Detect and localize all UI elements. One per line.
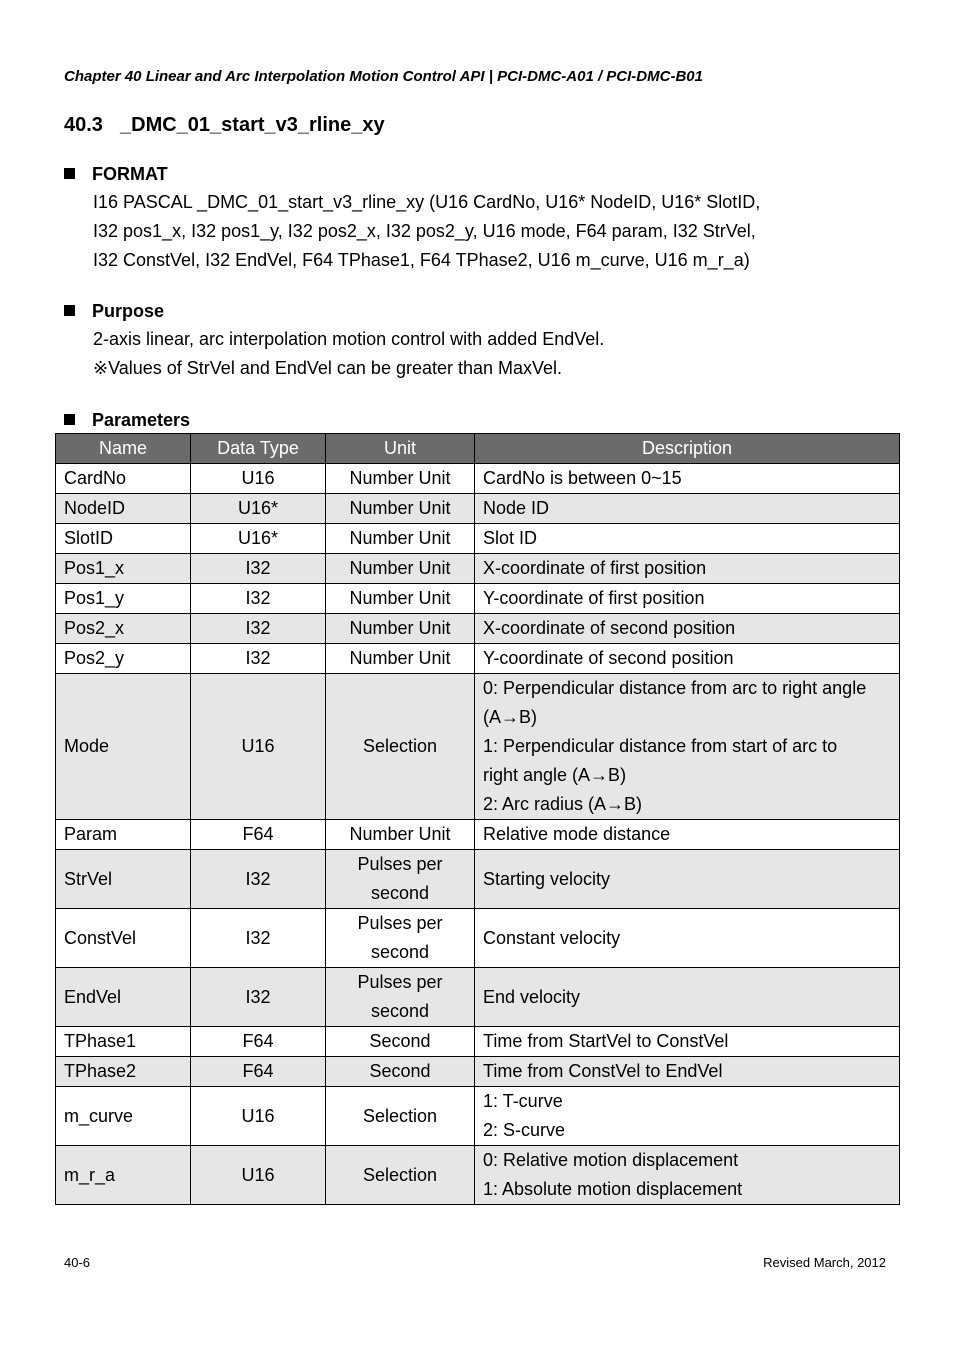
param-data-type: F64	[191, 820, 326, 850]
table-row	[56, 494, 900, 524]
param-name: Mode	[56, 674, 191, 820]
param-data-type: U16	[191, 674, 326, 820]
param-description	[475, 909, 900, 968]
param-description	[475, 1057, 900, 1087]
param-name: StrVel	[56, 850, 191, 909]
description-line: 1: Absolute motion displacement	[483, 1179, 743, 1199]
parameters-section	[64, 406, 190, 434]
parameters-table	[55, 433, 900, 1205]
param-data-type: I32	[191, 584, 326, 614]
param-data-type: U16	[191, 1087, 326, 1146]
column-header-data-type: Data Type	[191, 434, 326, 464]
param-name: Pos2_y	[56, 644, 191, 674]
param-description	[475, 614, 900, 644]
param-unit: Pulses per second	[326, 968, 475, 1027]
table-row	[56, 909, 900, 968]
description-line: 2: S-curve	[483, 1120, 566, 1140]
table-row	[56, 584, 900, 614]
section-number: 40.3	[64, 114, 103, 136]
format-heading	[64, 160, 760, 188]
parameters-table-body	[56, 464, 900, 1205]
description-line: End velocity	[483, 986, 581, 1007]
param-name: TPhase2	[56, 1057, 191, 1087]
param-name: CardNo	[56, 464, 191, 494]
param-data-type: U16	[191, 1146, 326, 1205]
param-description	[475, 644, 900, 674]
table-row	[56, 1146, 900, 1205]
param-name: Pos1_x	[56, 554, 191, 584]
format-heading-text: FORMAT	[92, 164, 168, 184]
page-number: 40-6	[64, 1255, 91, 1270]
purpose-line: 2-axis linear, arc interpolation motion control with added EndVel.	[93, 329, 605, 349]
description-line: Y-coordinate of second position	[483, 648, 734, 668]
table-row	[56, 968, 900, 1027]
param-unit: Number Unit	[326, 644, 475, 674]
table-row	[56, 464, 900, 494]
param-unit: Number Unit	[326, 820, 475, 850]
table-row	[56, 850, 900, 909]
table-row	[56, 674, 900, 820]
param-name: Pos1_y	[56, 584, 191, 614]
param-description	[475, 494, 900, 524]
table-row	[56, 1087, 900, 1146]
square-bullet-icon	[64, 305, 75, 316]
description-line: right angle (A→B)	[483, 765, 627, 785]
param-description	[475, 850, 900, 909]
param-name: Pos2_x	[56, 614, 191, 644]
description-line: Constant velocity	[483, 927, 621, 948]
purpose-section	[64, 297, 604, 383]
param-unit: Selection	[326, 1146, 475, 1205]
chapter-header: Chapter 40 Linear and Arc Interpolation Motion Control API | PCI-DMC-A01 / PCI-DMC-B01	[64, 68, 703, 85]
param-description	[475, 1027, 900, 1057]
param-unit: Number Unit	[326, 464, 475, 494]
param-data-type: I32	[191, 644, 326, 674]
param-name: TPhase1	[56, 1027, 191, 1057]
param-name: NodeID	[56, 494, 191, 524]
format-line: I32 ConstVel, I32 EndVel, F64 TPhase1, F64 TPhase2, U16 m_curve, U16 m_r_a)	[93, 250, 750, 270]
param-unit: Selection	[326, 674, 475, 820]
description-line: CardNo is between 0~15	[483, 468, 682, 488]
param-data-type: I32	[191, 554, 326, 584]
format-line: I32 pos1_x, I32 pos1_y, I32 pos2_x, I32 pos2_y, U16 mode, F64 param, I32 StrVel,	[93, 221, 756, 241]
description-line: 0: Perpendicular distance from arc to right angle	[483, 678, 867, 698]
param-description	[475, 1146, 900, 1205]
table-row	[56, 820, 900, 850]
param-name: ConstVel	[56, 909, 191, 968]
param-unit: Second	[326, 1027, 475, 1057]
param-unit: Selection	[326, 1087, 475, 1146]
square-bullet-icon	[64, 414, 75, 425]
square-bullet-icon	[64, 168, 75, 179]
section-title-text: _DMC_01_start_v3_rline_xy	[120, 114, 385, 136]
table-row	[56, 1057, 900, 1087]
purpose-heading	[64, 297, 604, 325]
table-row	[56, 644, 900, 674]
purpose-heading-text: Purpose	[92, 301, 165, 321]
description-line: Node ID	[483, 498, 550, 518]
description-line: 2: Arc radius (A→B)	[483, 794, 643, 814]
description-line: Y-coordinate of first position	[483, 588, 705, 608]
param-name: Param	[56, 820, 191, 850]
description-line: Slot ID	[483, 528, 538, 548]
param-data-type: I32	[191, 968, 326, 1027]
param-unit: Number Unit	[326, 554, 475, 584]
section-title	[64, 114, 385, 137]
purpose-line: ※Values of StrVel and EndVel can be greater than MaxVel.	[93, 358, 563, 378]
description-line: 1: Perpendicular distance from start of arc to	[483, 736, 838, 756]
param-description	[475, 674, 900, 820]
param-description	[475, 464, 900, 494]
param-unit: Number Unit	[326, 524, 475, 554]
param-unit: Number Unit	[326, 494, 475, 524]
column-header-description: Description	[475, 434, 900, 464]
param-data-type: F64	[191, 1027, 326, 1057]
table-row	[56, 1027, 900, 1057]
column-header-unit: Unit	[326, 434, 475, 464]
description-line: X-coordinate of second position	[483, 618, 736, 638]
parameters-heading	[64, 406, 190, 434]
param-unit: Pulses per second	[326, 850, 475, 909]
description-line: 0: Relative motion displacement	[483, 1150, 739, 1170]
description-line: X-coordinate of first position	[483, 558, 707, 578]
parameters-heading-text: Parameters	[92, 410, 191, 430]
description-line: Relative mode distance	[483, 824, 671, 844]
param-data-type: U16*	[191, 524, 326, 554]
table-row	[56, 614, 900, 644]
param-name: EndVel	[56, 968, 191, 1027]
column-header-name: Name	[56, 434, 191, 464]
description-line: Time from StartVel to ConstVel	[483, 1031, 729, 1051]
param-unit: Number Unit	[326, 614, 475, 644]
description-line: (A→B)	[483, 707, 537, 727]
param-name: m_curve	[56, 1087, 191, 1146]
description-line: Time from ConstVel to EndVel	[483, 1061, 723, 1081]
format-line: I16 PASCAL _DMC_01_start_v3_rline_xy (U16 CardNo, U16* NodeID, U16* SlotID,	[93, 192, 761, 212]
param-description	[475, 820, 900, 850]
revision-date: Revised March, 2012	[763, 1255, 886, 1270]
param-description	[475, 524, 900, 554]
param-data-type: I32	[191, 850, 326, 909]
table-row	[56, 524, 900, 554]
param-description	[475, 584, 900, 614]
param-name: SlotID	[56, 524, 191, 554]
param-data-type: I32	[191, 909, 326, 968]
param-description	[475, 968, 900, 1027]
description-line: Starting velocity	[483, 868, 611, 889]
param-name: m_r_a	[56, 1146, 191, 1205]
format-section	[64, 160, 760, 275]
param-data-type: F64	[191, 1057, 326, 1087]
param-description	[475, 1087, 900, 1146]
param-description	[475, 554, 900, 584]
param-unit: Second	[326, 1057, 475, 1087]
param-data-type: U16*	[191, 494, 326, 524]
table-header-row	[56, 434, 900, 464]
table-row	[56, 554, 900, 584]
param-unit: Number Unit	[326, 584, 475, 614]
param-data-type: U16	[191, 464, 326, 494]
param-data-type: I32	[191, 614, 326, 644]
param-unit: Pulses per second	[326, 909, 475, 968]
description-line: 1: T-curve	[483, 1091, 563, 1111]
